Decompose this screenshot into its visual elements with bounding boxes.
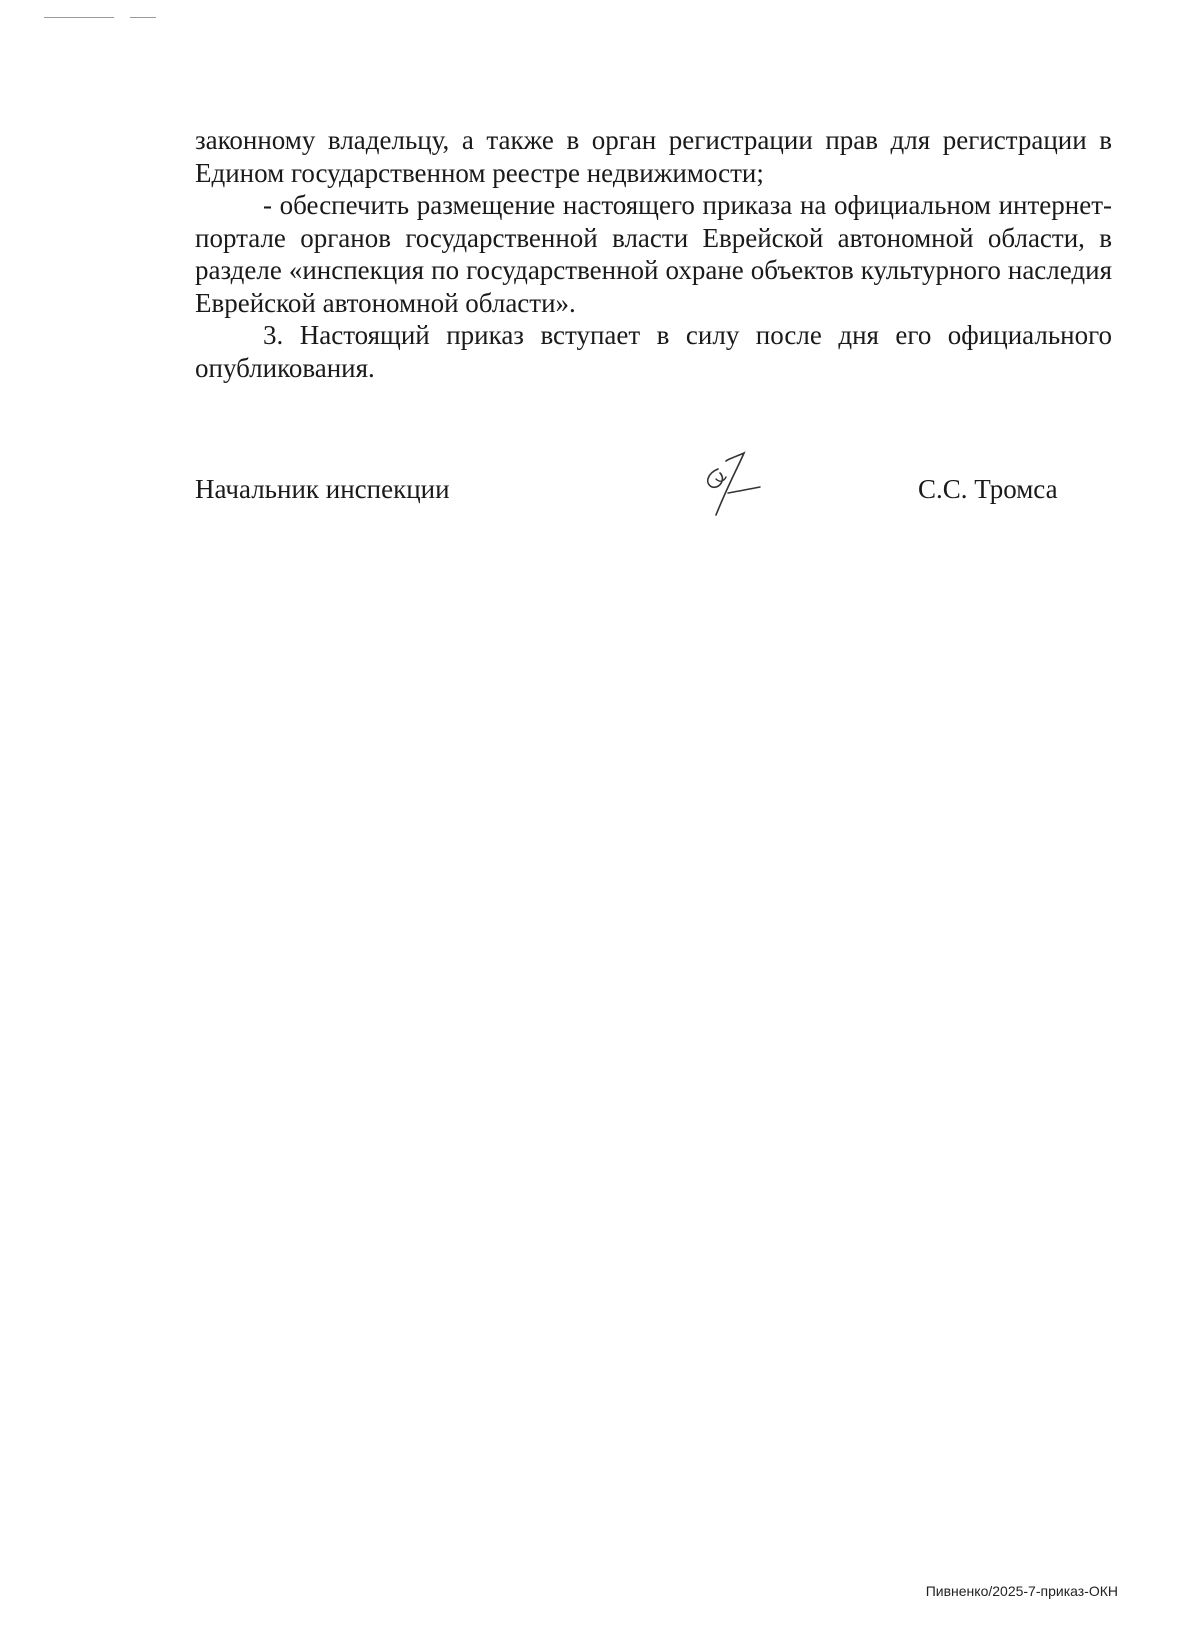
document-body: [195, 124, 1112, 384]
paragraph-effective-date: 3. Настоящий приказ вступает в силу после дня его официального опубликования.: [195, 320, 1112, 383]
signature-block: [195, 473, 1112, 543]
document-reference: Пивненко/2025-7-приказ-ОКН: [925, 1583, 1118, 1599]
handwritten-signature-icon: [690, 449, 770, 521]
signatory-position: Начальник инспекции: [195, 474, 450, 504]
scan-mark-left: [44, 17, 114, 18]
paragraph-registration: законному владельцу, а также в орган регистрации прав для регистрации в Едином государственном реестре недвижимости;: [195, 125, 1112, 188]
paragraph-publication: - обеспечить размещение настоящего приказа на официальном интернет-портале органов государственной власти Еврейской автономной области, в разделе «инспекция по государственной охране объектов культурного наследия Еврейской автономной области».: [195, 190, 1112, 318]
scan-mark-right: [130, 17, 156, 18]
signatory-name: С.С. Тромса: [918, 474, 1058, 504]
